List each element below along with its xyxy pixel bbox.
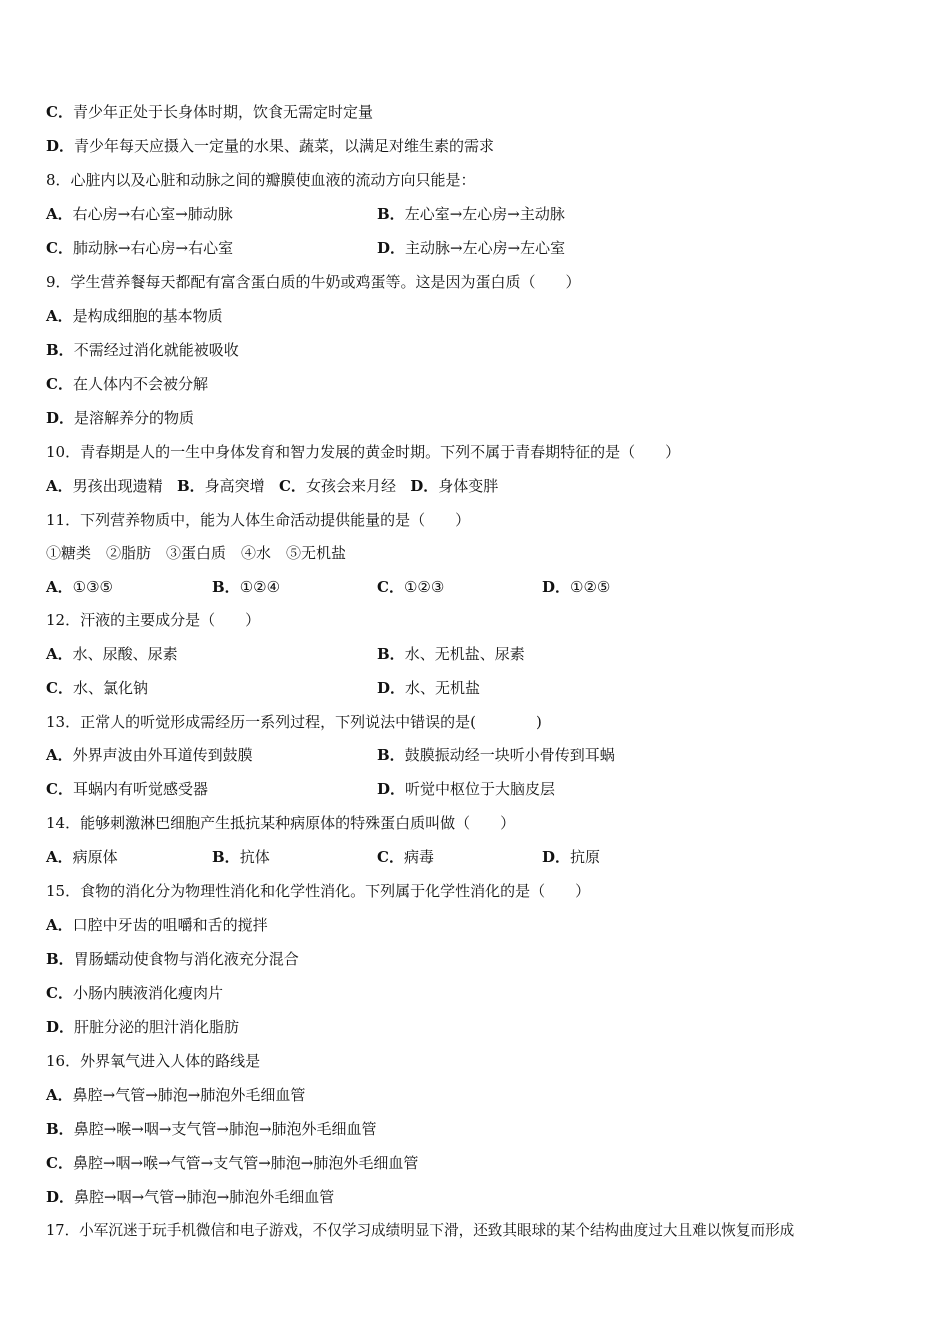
option-letter: B． bbox=[176, 477, 205, 495]
option-letter: D． bbox=[46, 1188, 75, 1206]
option-letter: B． bbox=[46, 950, 74, 968]
option-letter: D． bbox=[542, 848, 571, 866]
option-letter: D． bbox=[46, 409, 75, 427]
q15-stem: 15．食物的消化分为物理性消化和化学性消化。下列属于化学性消化的是（ ） bbox=[46, 882, 591, 900]
option-text: 主动脉→左心房→左心室 bbox=[405, 239, 566, 257]
q9-stem: 9．学生营养餐每天都配有富含蛋白质的牛奶或鸡蛋等。这是因为蛋白质（ ） bbox=[46, 273, 581, 291]
option-letter: D． bbox=[46, 137, 75, 155]
option-letter: A． bbox=[46, 645, 73, 663]
q12-stem: 12．汗液的主要成分是（ ） bbox=[46, 611, 261, 629]
option-text: 鼻腔→咽→气管→肺泡→肺泡外毛细血管 bbox=[74, 1188, 335, 1206]
option-letter: C． bbox=[46, 984, 73, 1002]
q11-option-a bbox=[46, 576, 113, 598]
option-text: 外界声波由外耳道传到鼓膜 bbox=[72, 746, 253, 764]
q11-option-d bbox=[542, 576, 610, 598]
q12-option-a bbox=[46, 643, 178, 665]
q11-list: ①糖类 ②脂肪 ③蛋白质 ④水 ⑤无机盐 bbox=[46, 544, 347, 562]
option-text: 鼻腔→咽→喉→气管→支气管→肺泡→肺泡外毛细血管 bbox=[72, 1154, 419, 1172]
option-text: 鼻腔→气管→肺泡→肺泡外毛细血管 bbox=[72, 1086, 306, 1104]
q15-option-c bbox=[46, 982, 223, 1004]
option-text: 在人体内不会被分解 bbox=[72, 375, 208, 393]
option-letter: C． bbox=[377, 578, 404, 596]
q16-option-a bbox=[46, 1084, 305, 1106]
option-letter: D． bbox=[377, 679, 406, 697]
option-text: 是溶解养分的物质 bbox=[74, 409, 195, 427]
option-letter: C． bbox=[46, 239, 73, 257]
q9-option-b bbox=[46, 339, 239, 361]
option-letter: C． bbox=[46, 375, 73, 393]
q8-option-b bbox=[377, 203, 565, 225]
option-letter: B． bbox=[212, 578, 240, 596]
option-text: 身体变胖 bbox=[438, 477, 499, 495]
q11-option-b bbox=[212, 576, 280, 598]
q8-option-a bbox=[46, 203, 233, 225]
q14-stem: 14．能够刺激淋巴细胞产生抵抗某种病原体的特殊蛋白质叫做（ ） bbox=[46, 814, 516, 832]
option-letter: B． bbox=[46, 1120, 74, 1138]
option-letter: D． bbox=[542, 578, 571, 596]
option-text: 水、尿酸、尿素 bbox=[72, 645, 178, 663]
q16-stem: 16．外界氧气进入人体的路线是 bbox=[46, 1052, 261, 1070]
option-letter: B． bbox=[212, 848, 240, 866]
option-letter: C． bbox=[46, 780, 73, 798]
q13-stem: 13．正常人的听觉形成需经历一系列过程，下列说法中错误的是( ) bbox=[46, 713, 542, 731]
q7-option-d bbox=[46, 135, 494, 157]
option-text: 不需经过消化就能被吸收 bbox=[73, 341, 239, 359]
option-letter: A． bbox=[46, 916, 73, 934]
option-text: 青少年正处于长身体时期，饮食无需定时定量 bbox=[72, 103, 373, 121]
option-text: ①②⑤ bbox=[570, 578, 611, 596]
q16-option-b bbox=[46, 1118, 377, 1140]
option-text: 右心房→右心室→肺动脉 bbox=[72, 205, 233, 223]
option-text: 青少年每天应摄入一定量的水果、蔬菜，以满足对维生素的需求 bbox=[74, 137, 495, 155]
q17-stem: 17．小军沉迷于玩手机微信和电子游戏，不仅学习成绩明显下滑，还致其眼球的某个结构曲度过大且难以恢复而形成 bbox=[46, 1222, 795, 1239]
q12-option-d bbox=[377, 677, 480, 699]
q13-option-d bbox=[377, 778, 555, 800]
option-text: 胃肠蠕动使食物与消化液充分混合 bbox=[73, 950, 299, 968]
option-text: 水、氯化钠 bbox=[72, 679, 148, 697]
option-letter: B． bbox=[46, 341, 74, 359]
option-letter: A． bbox=[46, 578, 73, 596]
option-letter: A． bbox=[46, 1086, 73, 1104]
option-text: 女孩会来月经 bbox=[305, 477, 396, 495]
option-text: 耳蜗内有听觉感受器 bbox=[72, 780, 208, 798]
option-letter: C． bbox=[278, 477, 306, 495]
option-text: 抗体 bbox=[239, 848, 270, 866]
option-letter: A． bbox=[46, 205, 73, 223]
q9-option-a bbox=[46, 305, 223, 327]
option-letter: A． bbox=[46, 746, 73, 764]
q15-option-b bbox=[46, 948, 299, 970]
option-letter: C． bbox=[377, 848, 404, 866]
q16-option-c bbox=[46, 1152, 418, 1174]
option-letter: D． bbox=[377, 780, 406, 798]
option-letter: D． bbox=[410, 477, 439, 495]
option-text: 病原体 bbox=[72, 848, 118, 866]
q8-stem: 8．心脏内以及心脏和动脉之间的瓣膜使血液的流动方向只能是： bbox=[46, 171, 476, 189]
q10-stem: 10．青春期是人的一生中身体发育和智力发展的黄金时期。下列不属于青春期特征的是（ ） bbox=[46, 443, 681, 461]
q10-options bbox=[46, 475, 498, 497]
q12-option-c bbox=[46, 677, 148, 699]
option-text: 病毒 bbox=[403, 848, 434, 866]
option-text: 左心室→左心房→主动脉 bbox=[404, 205, 565, 223]
option-letter: B． bbox=[377, 205, 405, 223]
q8-option-c bbox=[46, 237, 233, 259]
option-text: ①②④ bbox=[239, 578, 281, 596]
option-letter: B． bbox=[377, 645, 405, 663]
q8-option-d bbox=[377, 237, 565, 259]
option-letter: D． bbox=[377, 239, 406, 257]
q7-option-c bbox=[46, 101, 373, 123]
option-letter: C． bbox=[46, 679, 73, 697]
q13-option-b bbox=[377, 744, 615, 766]
q14-option-c bbox=[377, 846, 434, 868]
option-letter: C． bbox=[46, 1154, 73, 1172]
option-text: 水、无机盐 bbox=[405, 679, 481, 697]
q14-option-b bbox=[212, 846, 270, 868]
option-text: 口腔中牙齿的咀嚼和舌的搅拌 bbox=[72, 916, 268, 934]
q12-option-b bbox=[377, 643, 525, 665]
option-text: 男孩出现遗精 bbox=[72, 477, 163, 495]
option-letter: B． bbox=[377, 746, 405, 764]
option-letter: C． bbox=[46, 103, 73, 121]
q16-option-d bbox=[46, 1186, 334, 1208]
option-text: 抗原 bbox=[570, 848, 601, 866]
q14-option-a bbox=[46, 846, 118, 868]
option-text: 肺动脉→右心房→右心室 bbox=[72, 239, 234, 257]
option-text: 听觉中枢位于大脑皮层 bbox=[405, 780, 556, 798]
option-text: 水、无机盐、尿素 bbox=[404, 645, 525, 663]
option-letter: A． bbox=[46, 477, 73, 495]
q15-option-d bbox=[46, 1016, 239, 1038]
q9-option-c bbox=[46, 373, 208, 395]
q14-option-d bbox=[542, 846, 600, 868]
q11-stem: 11．下列营养物质中，能为人体生命活动提供能量的是（ ） bbox=[46, 511, 471, 529]
option-text: ①②③ bbox=[403, 578, 445, 596]
q9-option-d bbox=[46, 407, 194, 429]
q13-option-a bbox=[46, 744, 253, 766]
option-letter: A． bbox=[46, 307, 73, 325]
option-text: 是构成细胞的基本物质 bbox=[72, 307, 223, 325]
option-text: 肝脏分泌的胆汁消化脂肪 bbox=[74, 1018, 240, 1036]
q13-option-c bbox=[46, 778, 208, 800]
q15-option-a bbox=[46, 914, 268, 936]
option-letter: D． bbox=[46, 1018, 75, 1036]
option-text: 鼓膜振动经一块听小骨传到耳蜗 bbox=[404, 746, 615, 764]
option-letter: A． bbox=[46, 848, 73, 866]
option-text: 鼻腔→喉→咽→支气管→肺泡→肺泡外毛细血管 bbox=[73, 1120, 377, 1138]
option-text: 小肠内胰液消化瘦肉片 bbox=[72, 984, 223, 1002]
option-text: ①③⑤ bbox=[72, 578, 113, 596]
option-text: 身高突增 bbox=[204, 477, 265, 495]
q11-option-c bbox=[377, 576, 444, 598]
